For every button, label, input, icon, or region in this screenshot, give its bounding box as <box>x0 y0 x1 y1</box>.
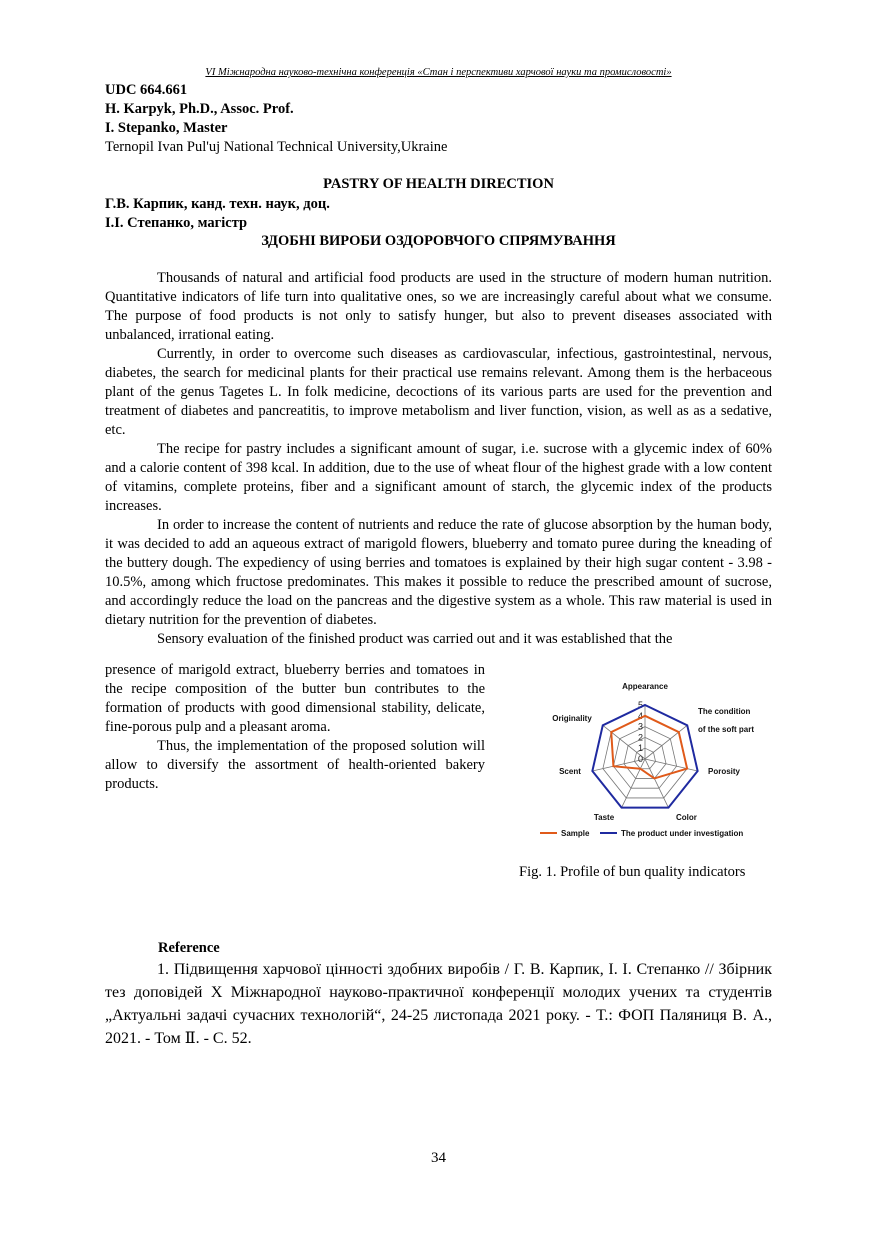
title-ua: ЗДОБНІ ВИРОБИ ОЗДОРОВЧОГО СПРЯМУВАННЯ <box>261 233 616 249</box>
radial-tick-label: 0 <box>637 754 643 764</box>
paragraph: presence of marigold extract, blueberry berries and tomatoes in the recipe composition of the butter bun contributes to the formation of products with good dimensional stability, delicate, fine-porous pulp and a pleasant aroma. <box>105 662 485 735</box>
running-header: VI Міжнародна науково-технічна конференція «Стан і перспективи харчової науки та промисловості» <box>205 67 672 78</box>
grid-spoke <box>645 759 668 808</box>
page-number: 34 <box>431 1150 446 1166</box>
author-2-ua: І.І. Степанко, магістр <box>105 215 248 231</box>
figure-caption: Fig. 1. Profile of bun quality indicators <box>519 864 746 880</box>
author-1-ua: Г.В. Карпик, канд. техн. наук, доц. <box>105 196 330 212</box>
paragraph: Thousands of natural and artificial food products are used in the structure of modern human nutrition. Quantitative indicators of life turn into qualitative ones, so we are increasingly careful about what we consume. The purpose of food products is not only to satisfy hunger, but also to prevent diseases associated with unbalanced, irrational eating. <box>105 270 772 343</box>
paragraph: In order to increase the content of nutrients and reduce the rate of glucose absorption by the human body, it was decided to add an aqueous extract of marigold flowers, blueberry and tomato puree during the kneading of the buttery dough. The expediency of using berries and tomatoes is explained by their high sugar content - 3.98 - 10.5%, among which fructose predominates. This makes it possible to reduce the prescribed amount of sucrose, and accordingly reduce the load on the pancreas and the digestive system as a whole. This raw material is used in dietary nutrition for the prevention of diabetes. <box>105 517 772 628</box>
grid-spoke <box>622 759 645 808</box>
reference-item: 1. Підвищення харчової цінності здобних виробів / Г. В. Карпик, І. І. Степанко // Збірник тез доповідей Х Міжнародної науково-практичної конференції молодих учених та студентів „Актуальні задачі сучасних технологій“, 24-25 листопада 2021 року. - Т.: ФОП Паляниця В. А., 2021. - Том Ⅱ. - С. 52. <box>105 961 772 1047</box>
radial-tick-label: 5 <box>637 700 643 710</box>
reference-list <box>105 958 772 1050</box>
radial-tick-label: 1 <box>637 743 643 754</box>
left-column-text <box>105 661 485 794</box>
affiliation: Ternopil Ivan Pul'uj National Technical University,Ukraine <box>105 139 448 155</box>
legend-label: The product under investigation <box>621 829 744 838</box>
radial-tick-label: 2 <box>637 732 643 743</box>
axis-label: Color <box>676 813 697 822</box>
paragraph: Thus, the implementation of the proposed solution will allow to diversify the assortment of health-oriented bakery products. <box>105 738 485 792</box>
body-text <box>105 269 772 649</box>
author-2: I. Stepanko, Master <box>105 120 228 136</box>
axis-label: The condition of the soft part <box>698 707 754 734</box>
radial-tick-label: 3 <box>637 721 643 732</box>
radial-tick-label: 4 <box>637 710 643 721</box>
reference-heading: Reference <box>158 940 220 956</box>
paragraph: The recipe for pastry includes a significant amount of sugar, i.e. sucrose with a glycemic index of 60% and a calorie content of 398 kcal. In addition, due to the use of wheat flour of the highest grade with a low content of vitamins, complete proteins, fiber and a significant amount of starch, the glycemic index of the products increases. <box>105 441 772 514</box>
radar-chart <box>510 676 780 844</box>
radar-legend <box>540 829 743 838</box>
paragraph: Currently, in order to overcome such diseases as cardiovascular, infectious, gastrointestinal, nervous, diabetes, the search for medicinal plants for their practical use remains relevant. Among them is the herbaceous plant of the genus Tagetes L. In folk medicine, decoctions of its various parts are used for the prevention and treatment of diabetes and pancreatitis, to improve metabolism and liver function, vision, as well as as a sedative, etc. <box>105 346 772 438</box>
paragraph: Sensory evaluation of the finished product was carried out and it was established that the <box>157 631 673 647</box>
author-1: H. Karpyk, Ph.D., Assoc. Prof. <box>105 101 294 117</box>
axis-label: Appearance <box>622 682 668 691</box>
axis-label: Porosity <box>708 767 741 776</box>
axis-label: Originality <box>552 714 592 723</box>
axis-label: Scent <box>559 767 581 776</box>
udc-code: UDC 664.661 <box>105 82 188 98</box>
title-en: PASTRY OF HEALTH DIRECTION <box>323 176 554 192</box>
axis-label: Taste <box>593 813 615 822</box>
legend-label: Sample <box>561 829 590 838</box>
